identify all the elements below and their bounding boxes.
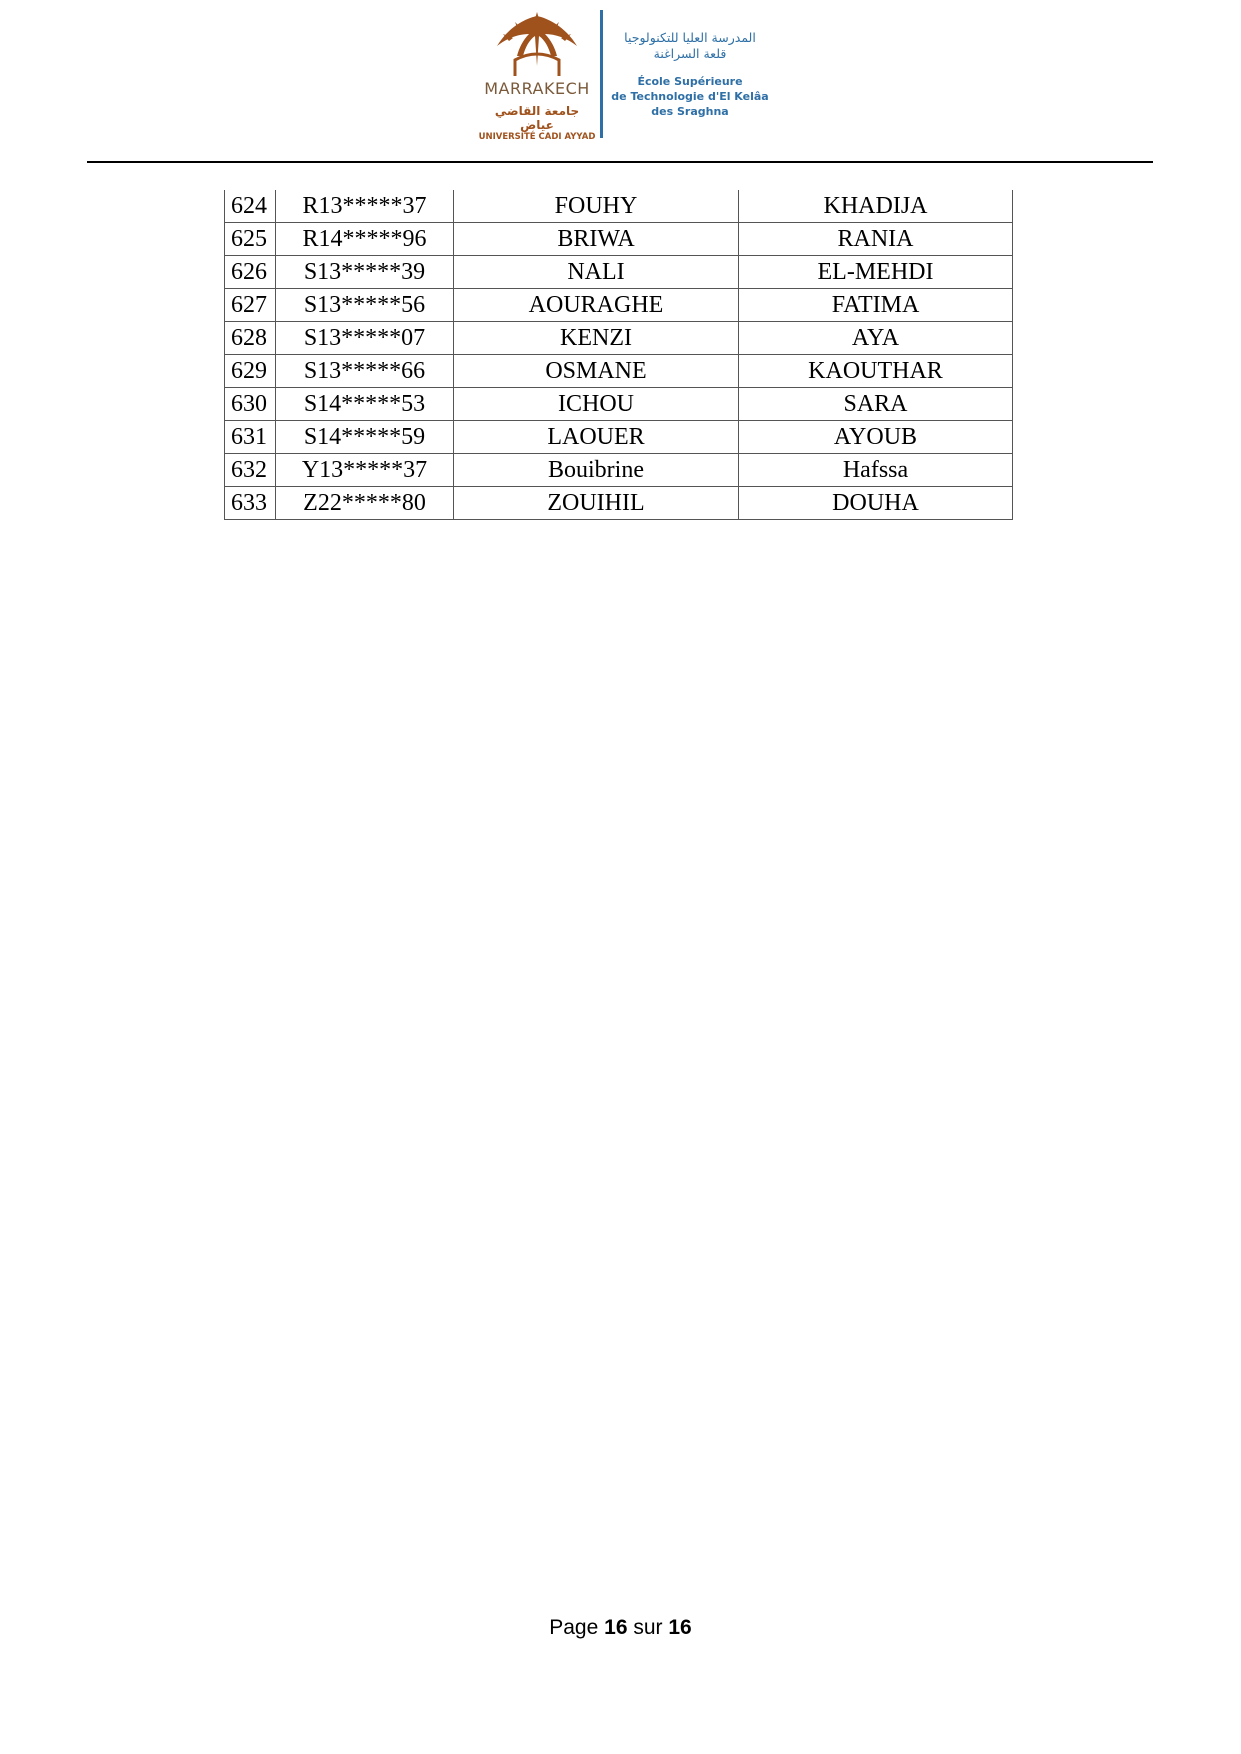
first-name: SARA <box>739 388 1013 421</box>
table-row <box>225 223 1013 256</box>
total-pages-number: 16 <box>668 1616 692 1639</box>
page-footer <box>0 1616 1241 1640</box>
student-id: S14*****53 <box>276 388 454 421</box>
school-french-line-1: École Supérieure <box>637 75 743 88</box>
last-name: Bouibrine <box>454 454 739 487</box>
table-row <box>225 388 1013 421</box>
row-number: 627 <box>225 289 276 322</box>
table-row <box>225 190 1013 223</box>
student-id: Y13*****37 <box>276 454 454 487</box>
school-french-line-3: des Sraghna <box>651 105 729 118</box>
table-row <box>225 289 1013 322</box>
last-name: ICHOU <box>454 388 739 421</box>
logo-divider <box>600 10 603 138</box>
student-id: S13*****07 <box>276 322 454 355</box>
school-french-line-2: de Technologie d'El Kelâa <box>611 90 769 103</box>
last-name: BRIWA <box>454 223 739 256</box>
table-row <box>225 355 1013 388</box>
last-name: LAOUER <box>454 421 739 454</box>
table-body <box>225 190 1013 520</box>
student-id: Z22*****80 <box>276 487 454 520</box>
row-number: 625 <box>225 223 276 256</box>
first-name: AYA <box>739 322 1013 355</box>
row-number: 626 <box>225 256 276 289</box>
last-name: KENZI <box>454 322 739 355</box>
row-number: 631 <box>225 421 276 454</box>
table-row <box>225 454 1013 487</box>
student-list-table-container <box>224 190 1013 520</box>
row-number: 628 <box>225 322 276 355</box>
table-row <box>225 487 1013 520</box>
palm-emblem-icon <box>487 8 587 78</box>
current-page-number: 16 <box>604 1616 628 1639</box>
last-name: OSMANE <box>454 355 739 388</box>
row-number: 629 <box>225 355 276 388</box>
first-name: AYOUB <box>739 421 1013 454</box>
first-name: RANIA <box>739 223 1013 256</box>
row-number: 624 <box>225 190 276 223</box>
first-name: EL-MEHDI <box>739 256 1013 289</box>
student-id: R14*****96 <box>276 223 454 256</box>
university-logo <box>478 8 596 140</box>
first-name: DOUHA <box>739 487 1013 520</box>
first-name: FATIMA <box>739 289 1013 322</box>
school-arabic-line-2: قلعة السراغنة <box>653 46 727 61</box>
school-arabic-line-1: المدرسة العليا للتكنولوجيا <box>624 30 756 45</box>
last-name: NALI <box>454 256 739 289</box>
header-rule <box>87 161 1153 163</box>
row-number: 632 <box>225 454 276 487</box>
table-row <box>225 322 1013 355</box>
last-name: AOURAGHE <box>454 289 739 322</box>
page-label: Page <box>549 1616 599 1639</box>
document-header <box>0 0 1241 165</box>
row-number: 630 <box>225 388 276 421</box>
student-id: S13*****39 <box>276 256 454 289</box>
student-id: S14*****59 <box>276 421 454 454</box>
table-row <box>225 256 1013 289</box>
student-list-table <box>224 190 1013 520</box>
row-number: 633 <box>225 487 276 520</box>
last-name: ZOUIHIL <box>454 487 739 520</box>
logo-arabic-university: جامعة القاضي عياض <box>494 104 580 132</box>
last-name: FOUHY <box>454 190 739 223</box>
table-row <box>225 421 1013 454</box>
first-name: KAOUTHAR <box>739 355 1013 388</box>
student-id: R13*****37 <box>276 190 454 223</box>
first-name: KHADIJA <box>739 190 1013 223</box>
page-sur-label: sur <box>633 1616 663 1639</box>
first-name: Hafssa <box>739 454 1013 487</box>
student-id: S13*****66 <box>276 355 454 388</box>
logo-city-text: MARRAKECH <box>484 79 590 98</box>
student-id: S13*****56 <box>276 289 454 322</box>
logo-university-name: UNIVERSITÉ CADI AYYAD <box>478 132 596 142</box>
school-logo-text <box>604 30 776 119</box>
